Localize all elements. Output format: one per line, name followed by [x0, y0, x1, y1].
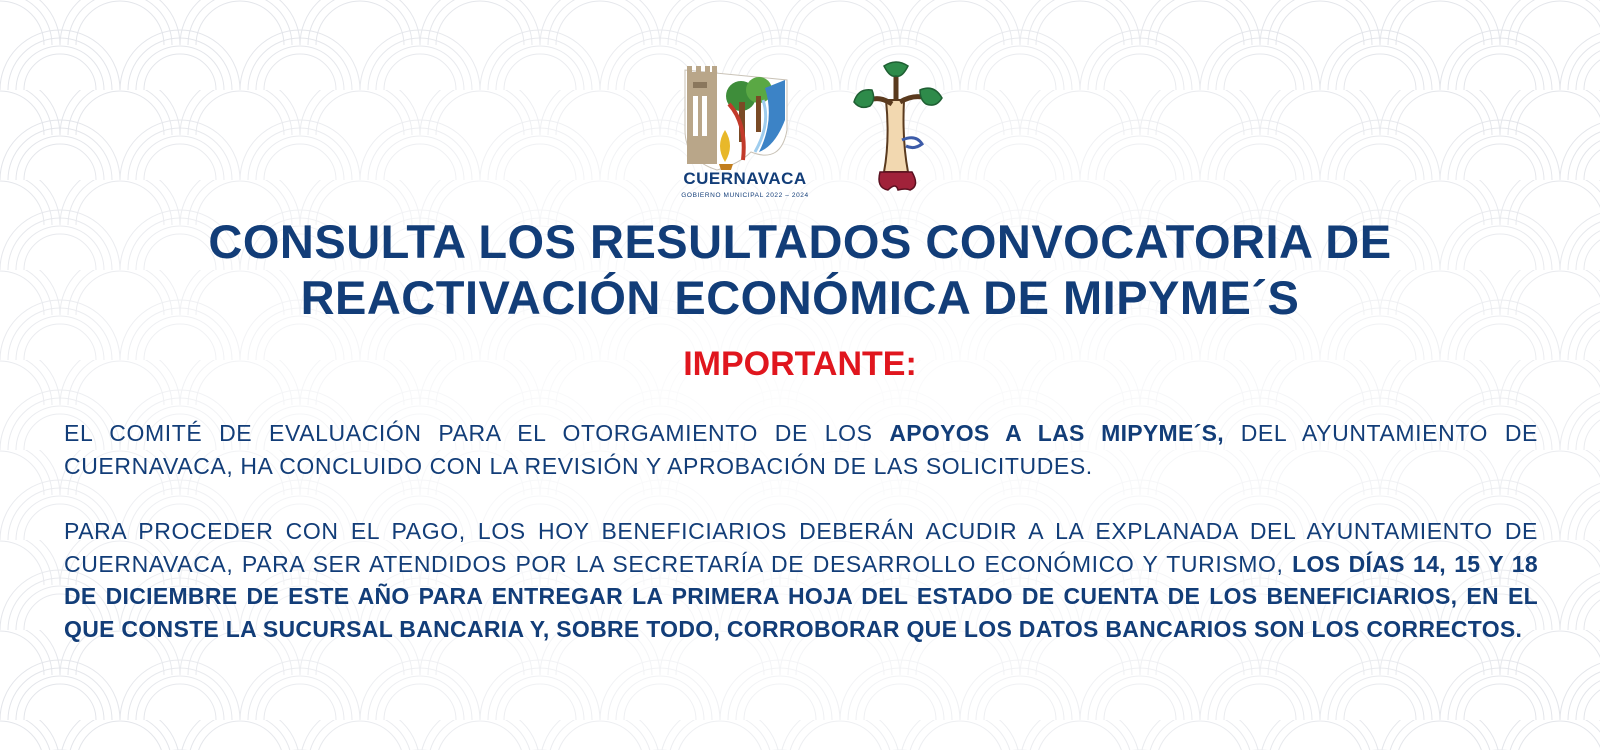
- municipality-subtitle: GOBIERNO MUNICIPAL 2022 – 2024: [681, 192, 809, 199]
- committee-text-bold: APOYOS A LAS MIPYME´S,: [889, 420, 1224, 446]
- header-logos: [0, 56, 1600, 201]
- committee-paragraph: [64, 417, 1538, 482]
- committee-text-a: EL COMITÉ DE EVALUACIÓN PARA EL OTORGAMIENTO DE LOS: [64, 420, 890, 446]
- payment-paragraph: [64, 515, 1538, 645]
- municipality-name: CUERNAVACA: [683, 169, 807, 188]
- page-title-line-1: CONSULTA LOS RESULTADOS CONVOCATORIA DE: [208, 215, 1392, 268]
- page-title: [100, 214, 1500, 326]
- payment-text-bold: LOS DÍAS 14, 15 Y 18 DE DICIEMBRE DE ESTE AÑO PARA ENTREGAR LA PRIMERA HOJA DEL ESTADO DE CUENTA DE LOS BENEFICIARIOS, EN EL QUE CONSTE LA SUCURSAL BANCARIA Y, SOBRE TODO, CORROBORAR QUE LOS DATOS BANCARIOS SON LOS CORRECTOS.: [64, 550, 1538, 642]
- page-title-line-2: REACTIVACIÓN ECONÓMICA DE MIPYME´S: [300, 271, 1300, 324]
- cuernavaca-municipal-shield-icon: [655, 60, 835, 200]
- payment-text-a: PARA PROCEDER CON EL PAGO, LOS HOY BENEFICIARIOS DEBERÁN ACUDIR A LA EXPLANADA DEL AYUNTAMIENTO DE CUERNAVACA, PARA SER ATENDIDOS POR LA SECRETARÍA DE DESARROLLO ECONÓMICO Y TURISMO,: [64, 518, 1538, 577]
- important-heading: IMPORTANTE:: [683, 345, 917, 383]
- cuernavaca-glyph-tree-icon: [850, 60, 946, 195]
- committee-text-b: DEL AYUNTAMIENTO DE CUERNAVACA, HA CONCLUIDO CON LA REVISIÓN Y APROBACIÓN DE LAS SOLICITUDES.: [64, 420, 1538, 479]
